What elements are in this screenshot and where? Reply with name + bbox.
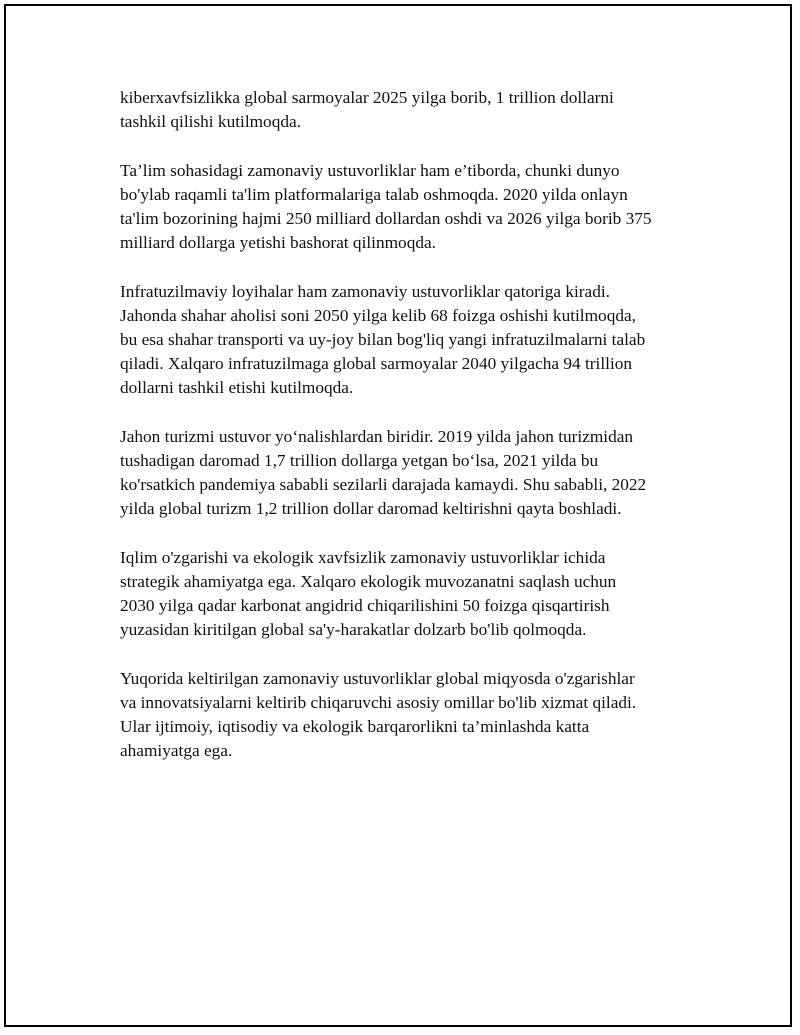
document-body [120,86,700,788]
paragraph-world-tourism: Jahon turizmi ustuvor yo‘nalishlardan biridir. 2019 yilda jahon turizmidan tushadigan daromad 1,7 trillion dollarga yetgan bo‘lsa, 2021 yilda bu ko'rsatkich pandemiya sababli sezilarli darajada kamaydi. Shu sababli, 2022 yilda global turizm 1,2 trillion dollar daromad keltirishni qayta boshladi. [120,426,647,519]
paragraph-climate-ecology: Iqlim o'zgarishi va ekologik xavfsizlik zamonaviy ustuvorliklar ichida strategik ahamiyatga ega. Xalqaro ekologik muvozanatni saqlash uchun 2030 yilga qadar karbonat angidrid chiqarilishini 50 foizga qisqartirish yuzasidan kiritilgan global sa'y-harakatlar dolzarb bo'lib qolmoqda. [120,547,617,640]
paragraph-infrastructure-projects: Infratuzilmaviy loyihalar ham zamonaviy ustuvorliklar qatoriga kiradi. Jahonda shahar aholisi soni 2050 yilga kelib 68 foizga oshishi kutilmoqda, bu esa shahar transporti va uy-joy bilan bog'liq yangi infratuzilmalarni talab qiladi. Xalqaro infratuzilmaga global sarmoyalar 2040 yilgacha 94 trillion dollarni tashkil etishi kutilmoqda. [120,281,646,398]
document-page [4,4,792,1027]
paragraph-cybersecurity-investment: kiberxavfsizlikka global sarmoyalar 2025 yilga borib, 1 trillion dollarni tashkil qilishi kutilmoqda. [120,88,614,132]
paragraph-education-priorities: Ta’lim sohasidagi zamonaviy ustuvorliklar ham e’tiborda, chunki dunyo bo'ylab raqamli ta'lim platformalariga talab oshmoqda. 2020 yilda onlayn ta'lim bozorining hajmi 250 milliard dollardan oshdi va 2026 yilga borib 375 milliard dollarga yetishi bashorat qilinmoqda. [120,160,652,253]
paragraph-conclusion: Yuqorida keltirilgan zamonaviy ustuvorliklar global miqyosda o'zgarishlar va innovatsiyalarni keltirib chiqaruvchi asosiy omillar bo'lib xizmat qiladi. Ular ijtimoiy, iqtisodiy va ekologik barqarorlikni ta’minlashda katta ahamiyatga ega. [120,668,637,761]
